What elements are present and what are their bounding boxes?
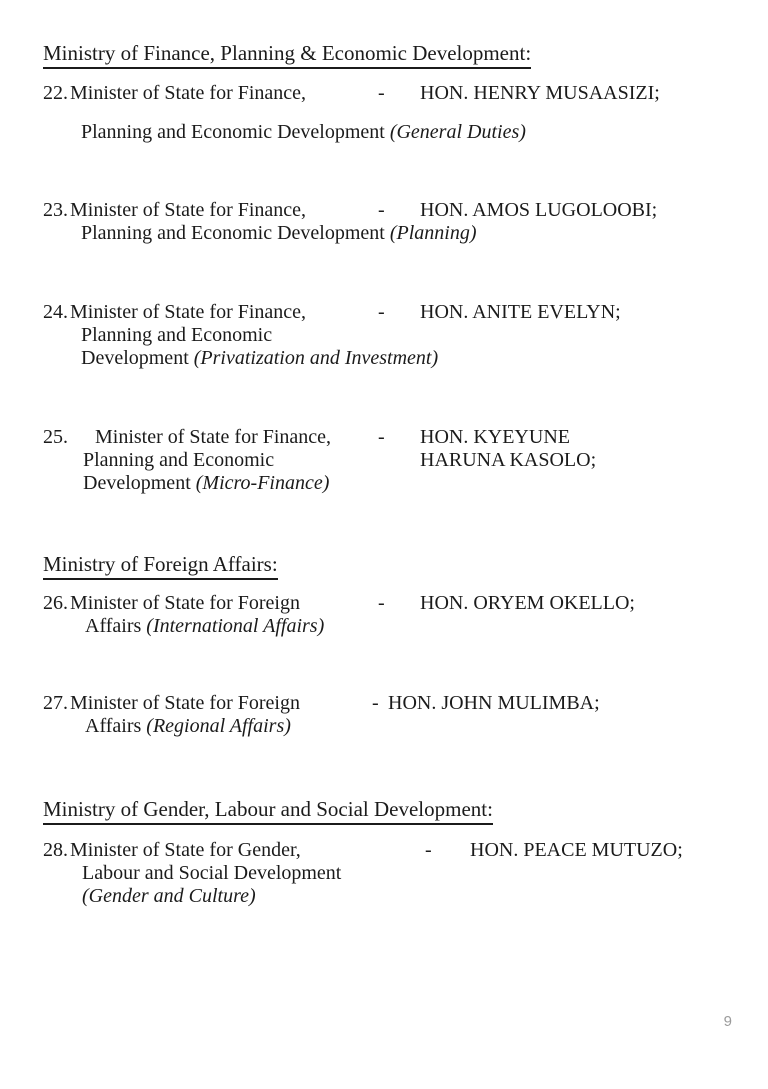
- section-heading-text: Ministry of Finance, Planning & Economic Development:: [43, 41, 531, 69]
- page-number: 9: [723, 1013, 732, 1030]
- entry-separator-dash: -: [378, 301, 385, 323]
- section-heading-foreign-affairs: [43, 551, 748, 577]
- entry-title: [70, 592, 375, 638]
- entry-title-text: Affairs: [85, 615, 147, 637]
- entry-title-text: Minister of State for Foreign: [70, 692, 300, 714]
- entry-title-line: [70, 715, 372, 738]
- entry-title-italic: (Gender and Culture): [82, 885, 256, 907]
- entry-title-italic: (Planning): [389, 222, 477, 244]
- entry-title-line: [70, 885, 422, 908]
- entry-name-line: HON. JOHN MULIMBA;: [388, 692, 600, 714]
- entry-name-line: HON. KYEYUNE: [420, 426, 570, 448]
- minister-entry-28: [43, 839, 758, 908]
- entry-title: [70, 692, 372, 738]
- minister-entry-24: [43, 301, 758, 370]
- entry-minister-name: [470, 839, 758, 908]
- section-heading-finance: [43, 40, 748, 66]
- entry-number: 26.: [43, 592, 68, 614]
- entry-separator-dash: -: [378, 199, 385, 221]
- entry-title-text: Minister of State for Finance,: [70, 82, 307, 104]
- entry-title-line: [70, 692, 372, 715]
- entry-title-line: [70, 301, 375, 324]
- section-heading-text: Ministry of Gender, Labour and Social Development:: [43, 797, 493, 825]
- entry-title-line: [70, 199, 375, 222]
- entry-title-text: Minister of State for Gender,: [70, 839, 301, 861]
- entry-title-line: [70, 839, 422, 862]
- section-heading-gender-labour: [43, 796, 748, 822]
- entry-title-line: [70, 615, 375, 638]
- entry-name-line: HON. AMOS LUGOLOOBI;: [420, 199, 658, 221]
- entry-title-line: [70, 449, 375, 472]
- entry-minister-name: [420, 426, 758, 495]
- entry-title-text: Development: [83, 472, 196, 494]
- entry-title-text: Minister of State for Foreign: [70, 592, 300, 614]
- entry-minister-name: [420, 301, 758, 370]
- entry-number: 25.: [43, 426, 68, 448]
- entry-title-line: [70, 222, 477, 245]
- entry-title-italic: (International Affairs): [146, 615, 325, 637]
- entry-separator-dash: -: [378, 426, 385, 448]
- entry-title-italic: (Regional Affairs): [146, 715, 291, 737]
- entry-title-text: Development: [81, 347, 194, 369]
- entry-name-line: HON. ORYEM OKELLO;: [420, 592, 635, 614]
- entry-title-text: Planning and Economic Development: [81, 222, 390, 244]
- entry-separator-dash: -: [378, 592, 385, 614]
- entry-separator-dash: -: [425, 839, 432, 861]
- entry-title-line: [70, 347, 439, 370]
- entry-title: [70, 301, 439, 370]
- entry-title-text: Minister of State for Finance,: [70, 199, 307, 221]
- entry-title-line: [70, 121, 526, 144]
- entry-name-line: HON. PEACE MUTUZO;: [470, 839, 683, 861]
- entry-title-italic: (Privatization and Investment): [193, 347, 439, 369]
- entry-title-text: Planning and Economic: [81, 324, 273, 346]
- minister-entry-23: [43, 199, 758, 245]
- minister-entry-22: [43, 82, 758, 144]
- entry-title-text: Planning and Economic Development: [81, 121, 390, 143]
- entry-name-line: HARUNA KASOLO;: [420, 449, 597, 471]
- entry-number: 22.: [43, 82, 68, 104]
- entry-title: [70, 82, 526, 144]
- entry-title-italic: (Micro-Finance): [195, 472, 330, 494]
- entry-separator-dash: -: [378, 82, 385, 104]
- minister-entry-27: [43, 692, 758, 738]
- entry-title-line: [70, 82, 375, 105]
- entry-title-text: Minister of State for Finance,: [95, 426, 332, 448]
- entry-title: [70, 426, 375, 495]
- entry-separator-dash: -: [372, 692, 379, 714]
- entry-title-line: [70, 472, 375, 495]
- entry-name-line: HON. ANITE EVELYN;: [420, 301, 621, 323]
- entry-minister-name: [420, 592, 758, 638]
- entry-title-italic: (General Duties): [389, 121, 526, 143]
- minister-entry-26: [43, 592, 758, 638]
- entry-number: 24.: [43, 301, 68, 323]
- entry-title: [70, 839, 422, 908]
- section-heading-text: Ministry of Foreign Affairs:: [43, 552, 278, 580]
- entry-title-line: [70, 426, 375, 449]
- entry-title-text: Minister of State for Finance,: [70, 301, 307, 323]
- entry-title: [70, 199, 477, 245]
- entry-number: 27.: [43, 692, 68, 714]
- entry-title-line: [70, 324, 375, 347]
- minister-entry-25: [43, 426, 758, 495]
- entry-minister-name: [388, 692, 758, 738]
- entry-name-line: HON. HENRY MUSAASIZI;: [420, 82, 660, 104]
- entry-title-line: [70, 592, 375, 615]
- entry-title-text: Affairs: [85, 715, 147, 737]
- entry-number: 28.: [43, 839, 68, 861]
- entry-minister-name: [420, 199, 758, 245]
- entry-title-line: [70, 862, 422, 885]
- entry-title-text: Planning and Economic: [83, 449, 275, 471]
- entry-title-text: Labour and Social Development: [82, 862, 342, 884]
- entry-minister-name: [420, 82, 758, 144]
- entry-number: 23.: [43, 199, 68, 221]
